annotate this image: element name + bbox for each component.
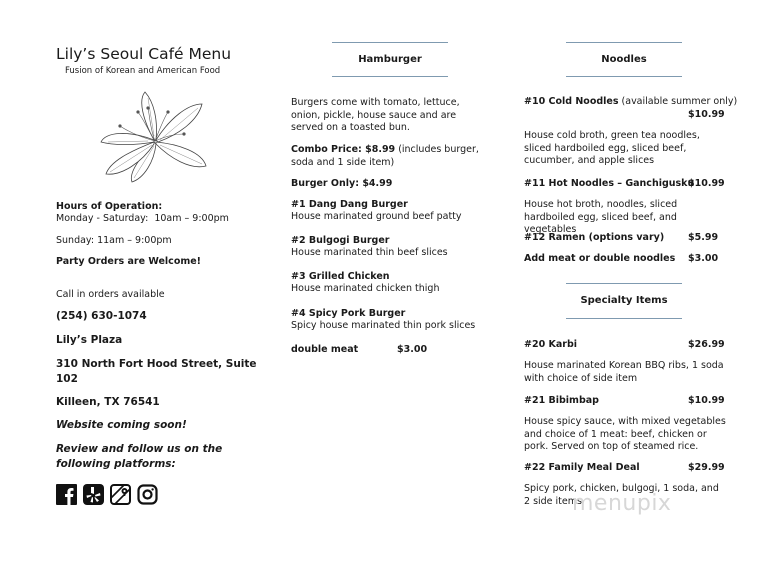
hamburger-intro: Burgers come with tomato, lettuce, onion, pickle, house sauce and are served on a toasted bun. [291, 97, 460, 133]
add-on-price: $3.00 [688, 253, 719, 264]
noodles-heading: Noodles [601, 54, 647, 65]
item-21-desc: House spicy sauce, with mixed vegetables and choice of 1 meat: beef, chicken or pork. Served on top of steamed rice. [524, 416, 726, 452]
combo-price-note: (includes burger, soda and 1 side item) [291, 144, 479, 168]
item-20-desc: House marinated Korean BBQ ribs, 1 soda with choice of side item [524, 360, 724, 384]
watermark: menupix [572, 491, 672, 516]
hours-weekday: Monday - Saturday: 10am – 9:00pm [56, 213, 229, 224]
divider [566, 283, 682, 284]
burger-only-price: Burger Only: $4.99 [291, 178, 393, 189]
page-subtitle: Fusion of Korean and American Food [65, 66, 221, 76]
city-state-zip: Killeen, TX 76541 [56, 396, 160, 408]
yelp-icon[interactable] [83, 484, 104, 505]
item-12-name: #12 Ramen (options vary) [524, 232, 665, 243]
maps-icon[interactable] [110, 484, 131, 505]
follow-line-1: Review and follow us on the [56, 443, 223, 455]
hamburger-heading: Hamburger [358, 54, 422, 65]
double-meat-label: double meat [291, 344, 359, 355]
party-orders-note: Party Orders are Welcome! [56, 256, 202, 267]
item-22-name: #22 Family Meal Deal [524, 462, 640, 473]
follow-line-2: following platforms: [56, 458, 176, 470]
divider [566, 318, 682, 319]
divider [566, 42, 682, 43]
combo-price [291, 144, 489, 169]
divider [332, 42, 448, 43]
menu-item-name: #2 Bulgogi Burger [291, 235, 390, 246]
item-20-name: #20 Karbi [524, 339, 578, 350]
double-meat-price: $3.00 [397, 344, 428, 355]
menu-item-name: #3 Grilled Chicken [291, 271, 390, 282]
item-21-price: $10.99 [688, 395, 725, 406]
combo-price-label: Combo Price: $8.99 [291, 144, 396, 155]
item-10-note: (available summer only) [618, 96, 738, 107]
website-note: Website coming soon! [56, 419, 187, 431]
item-11-price: $10.99 [688, 178, 725, 189]
address-line-2: 102 [56, 373, 78, 385]
menu-item-name [524, 96, 737, 109]
item-21-name: #21 Bibimbap [524, 395, 599, 406]
item-10-name: #10 Cold Noodles [524, 96, 619, 107]
add-on-name: Add meat or double noodles [524, 253, 676, 264]
menu-item-desc: House marinated ground beef patty [291, 211, 462, 222]
address-line-1: 310 North Fort Hood Street, Suite [56, 358, 257, 370]
lily-flower-icon [98, 90, 210, 186]
item-11-desc: House hot broth, noodles, sliced hardboiled egg, sliced beef, and vegetables [524, 199, 678, 235]
item-12-price: $5.99 [688, 232, 719, 243]
call-in-note: Call in orders available [56, 289, 165, 300]
page-title: Lily’s Seoul Café Menu [56, 45, 232, 63]
item-11-name: #11 Hot Noodles – Ganchigusku [524, 178, 695, 189]
instagram-icon[interactable] [137, 484, 158, 505]
facebook-icon[interactable] [56, 484, 77, 505]
item-22-price: $29.99 [688, 462, 725, 473]
menu-item-desc: House marinated thin beef slices [291, 247, 448, 258]
menu-item-desc: House marinated chicken thigh [291, 283, 440, 294]
item-10-price: $10.99 [688, 109, 725, 120]
item-10-desc: House cold broth, green tea noodles, sliced hardboiled egg, sliced beef, cucumber, and apple slices [524, 130, 700, 166]
item-22-desc: Spicy pork, chicken, bulgogi, 1 soda, and 2 side items [524, 483, 719, 507]
hours-label: Hours of Operation: [56, 201, 163, 212]
specialty-heading: Specialty Items [580, 295, 668, 306]
menu-item-name: #1 Dang Dang Burger [291, 199, 408, 210]
menu-item-desc: Spicy house marinated thin pork slices [291, 320, 476, 331]
phone-number: (254) 630-1074 [56, 310, 147, 322]
plaza-name: Lily’s Plaza [56, 334, 123, 346]
hours-sunday: Sunday: 11am – 9:00pm [56, 235, 172, 246]
menu-item-name: #4 Spicy Pork Burger [291, 308, 406, 319]
social-icons [56, 484, 158, 505]
divider [332, 76, 448, 77]
divider [566, 76, 682, 77]
item-20-price: $26.99 [688, 339, 725, 350]
